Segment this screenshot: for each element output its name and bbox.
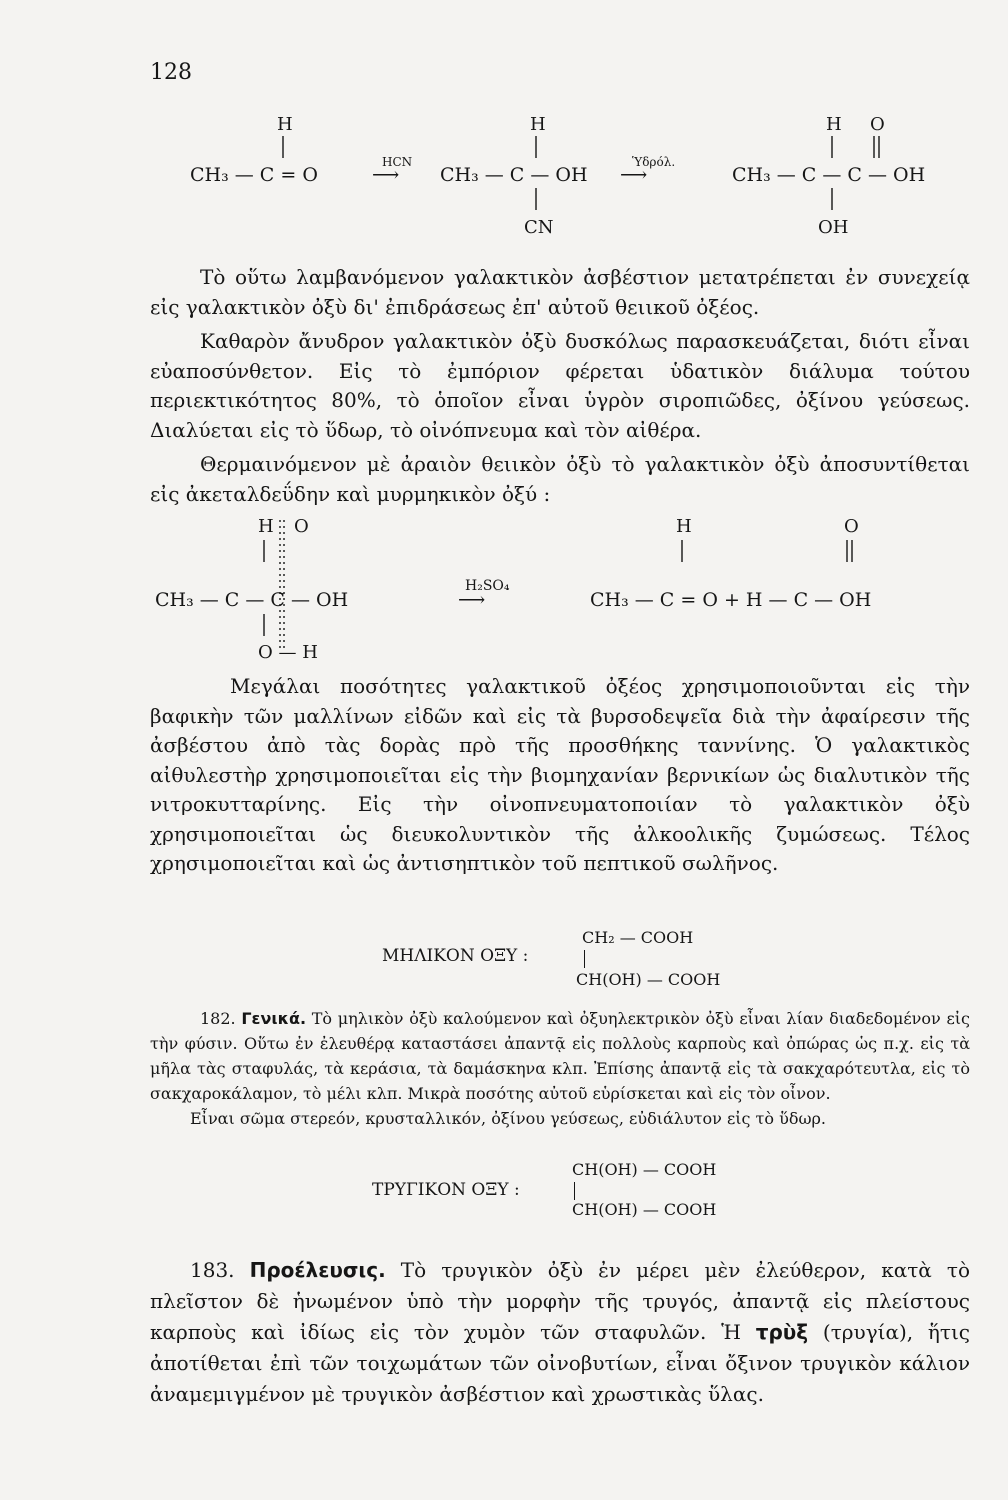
paragraph-1: Τὸ οὕτω λαμβανόμενον γαλακτικὸν ἀσβέστιον μετατρέπεται ἐν συνεχείᾳ εἰς γαλακτικὸν ὀξὺ δι' ἐπιδράσεως ἐπ' αὐτοῦ θειικοῦ ὀξέος.	[150, 265, 970, 319]
section-182-number: 182.	[200, 1009, 236, 1028]
section-182-heading: Γενικά.	[241, 1009, 307, 1028]
section-183-bold-word: τρὺξ	[755, 1320, 809, 1344]
s2-main: CH₃ — C — OH	[440, 164, 588, 186]
s1-top-h: H	[277, 114, 293, 135]
s1-main: CH₃ — C = O	[190, 164, 318, 186]
section-183-text-a: Τὸ τρυγικὸν ὀξὺ ἐν μέρει μὲν ἐλεύθερον, κατὰ τὸ πλεῖστον δὲ ἡνωμένον ὑπὸ τὴν μορφὴν τῆς τρυγός, ἀπαντᾷ εἰς πλείστους καρποὺς καὶ ἰδίως εἰς τὸν χυμὸν τῶν σταφυλῶν. Ἡ	[150, 1258, 970, 1344]
tartaric-acid-name: ΤΡΥΓΙΚΟΝ ΟΞΥ :	[372, 1180, 520, 1200]
paragraph-3: Θερμαινόμενον μὲ ἀραιὸν θειικὸν ὀξὺ τὸ γαλακτικὸν ὀξὺ ἀποσυντίθεται εἰς ἀκεταλδεΰδην καὶ μυρμηκικὸν ὀξύ :	[150, 452, 970, 506]
s3-top-o: O	[870, 114, 885, 135]
section-183-number: 183.	[190, 1258, 235, 1282]
s2-top-h: H	[530, 114, 546, 135]
reaction-lactic-decomposition	[150, 510, 970, 660]
eq2-h-right: H	[676, 516, 692, 537]
malic-acid-line2: CH(OH) — COOH	[576, 970, 721, 989]
reagent-hcn: HCN	[382, 155, 413, 169]
tartaric-acid-line1: CH(OH) — COOH	[572, 1160, 717, 1179]
eq2-arrow: ⟶	[458, 589, 486, 611]
section-182	[150, 1006, 970, 1106]
s2-bottom-cn: CN	[524, 217, 554, 238]
reaction-lactic-synthesis	[150, 108, 970, 243]
eq2-h-left: H	[258, 516, 274, 537]
eq2-right-main: CH₃ — C = O + H — C — OH	[590, 589, 872, 611]
eq2-reagent: H₂SO₄	[465, 578, 510, 594]
malic-acid-name: ΜΗΛΙΚΟΝ ΟΞΥ :	[382, 946, 529, 966]
section-183-text-b: (τρυγία), ἥτις ἀποτίθεται ἐπὶ τῶν τοιχωμάτων τῶν οἰνοβυτίων, εἶναι ὄξινον τρυγικὸν κάλιον ἀναμεμιγμένον μὲ τρυγικὸν ἀσβέστιον καὶ χρωστικὰς ὕλας.	[150, 1320, 971, 1406]
s3-top-h: H	[826, 114, 842, 135]
section-182-text: Τὸ μηλικὸν ὀξὺ καλούμενον καὶ ὀξυηλεκτρικὸν ὀξὺ εἶναι λίαν διαδεδομένον εἰς τὴν φύσιν. Οὕτω ἐν ἐλευθέρᾳ καταστάσει ἀπαντᾷ εἰς πολλοὺς καρποὺς καὶ ὀπώρας ὡς π.χ. εἰς τὰ μῆλα τὰς σταφυλάς, τὰ κεράσια, τὰ δαμάσκηνα κλπ. Ἐπίσης ἀπαντᾷ εἰς τὰ σακχαρότευτλα, εἰς τὸ σακχαροκάλαμον, τὸ μέλι κλπ. Μικρὰ ποσότης αὐτοῦ εὑρίσκεται καὶ εἰς τὸν οἶνον.	[150, 1009, 970, 1103]
eq2-left-main: CH₃ — C — C — OH	[155, 589, 349, 611]
paragraph-2: Καθαρὸν ἄνυδρον γαλακτικὸν ὀξὺ δυσκόλως παρασκευάζεται, διότι εἶναι εὐαποσύνθετον. Εἰς τὸ ἐμπόριον φέρεται ὑδατικὸν διάλυμα τούτου περιεκτικότητος 80%, τὸ ὁποῖον εἶναι ὑγρὸν σιροπιῶδες, ὀξίνου γεύσεως. Διαλύεται εἰς τὸ ὕδωρ, τὸ οἰνόπνευμα καὶ τὸν αἰθέρα.	[150, 329, 970, 442]
reagent-hydrolysis: Ὑδρόλ.	[632, 155, 676, 169]
arrow-2: ⟶	[620, 164, 648, 186]
s3-main: CH₃ — C — C — OH	[732, 164, 926, 186]
s3-bottom-oh: OH	[818, 217, 849, 238]
section-183-heading: Προέλευσις.	[249, 1258, 386, 1282]
eq2-o-left: O	[294, 516, 309, 537]
section-182-text-2: Εἶναι σῶμα στερεόν, κρυσταλλικόν, ὀξίνου γεύσεως, εὐδιάλυτον εἰς τὸ ὕδωρ.	[190, 1109, 827, 1128]
malic-acid-line1: CH₂ — COOH	[582, 928, 694, 947]
tartaric-acid-bond	[574, 1182, 575, 1200]
section-183	[150, 1255, 970, 1410]
eq2-oh-bottom: O — H	[258, 642, 318, 660]
arrow-1: ⟶	[372, 164, 400, 186]
malic-acid-bond	[584, 950, 585, 968]
page-number: 128	[150, 60, 192, 85]
eq2-o-right: O	[844, 516, 859, 537]
paragraph-4: Μεγάλαι ποσότητες γαλακτικοῦ ὀξέος χρησιμοποιοῦνται εἰς τὴν βαφικὴν τῶν μαλλίνων εἰδῶν καὶ εἰς τὰ βυρσοδεψεῖα διὰ τὴν ἀφαίρεσιν τῆς ἀσβέστου ἀπὸ τὰς δορὰς πρὸ τῆς προσθήκης ταννίνης. Ὁ γαλακτικὸς αἰθυλεστὴρ χρησιμοποιεῖται εἰς τὴν βιομηχανίαν βερνικίων ὡς διαλυτικὸν τῆς νιτροκυτταρίνης. Εἰς τὴν οἰνοπνευματοποιίαν τὸ γαλακτικὸν ὀξὺ χρησιμοποιεῖται ὡς διευκολυντικὸν τῆς ἀλκοολικῆς ζυμώσεως. Τέλος χρησιμοποιεῖται καὶ ὡς ἀντισηπτικὸν τοῦ πεπτικοῦ σωλῆνος.	[150, 674, 970, 875]
tartaric-acid-line2: CH(OH) — COOH	[572, 1200, 717, 1219]
